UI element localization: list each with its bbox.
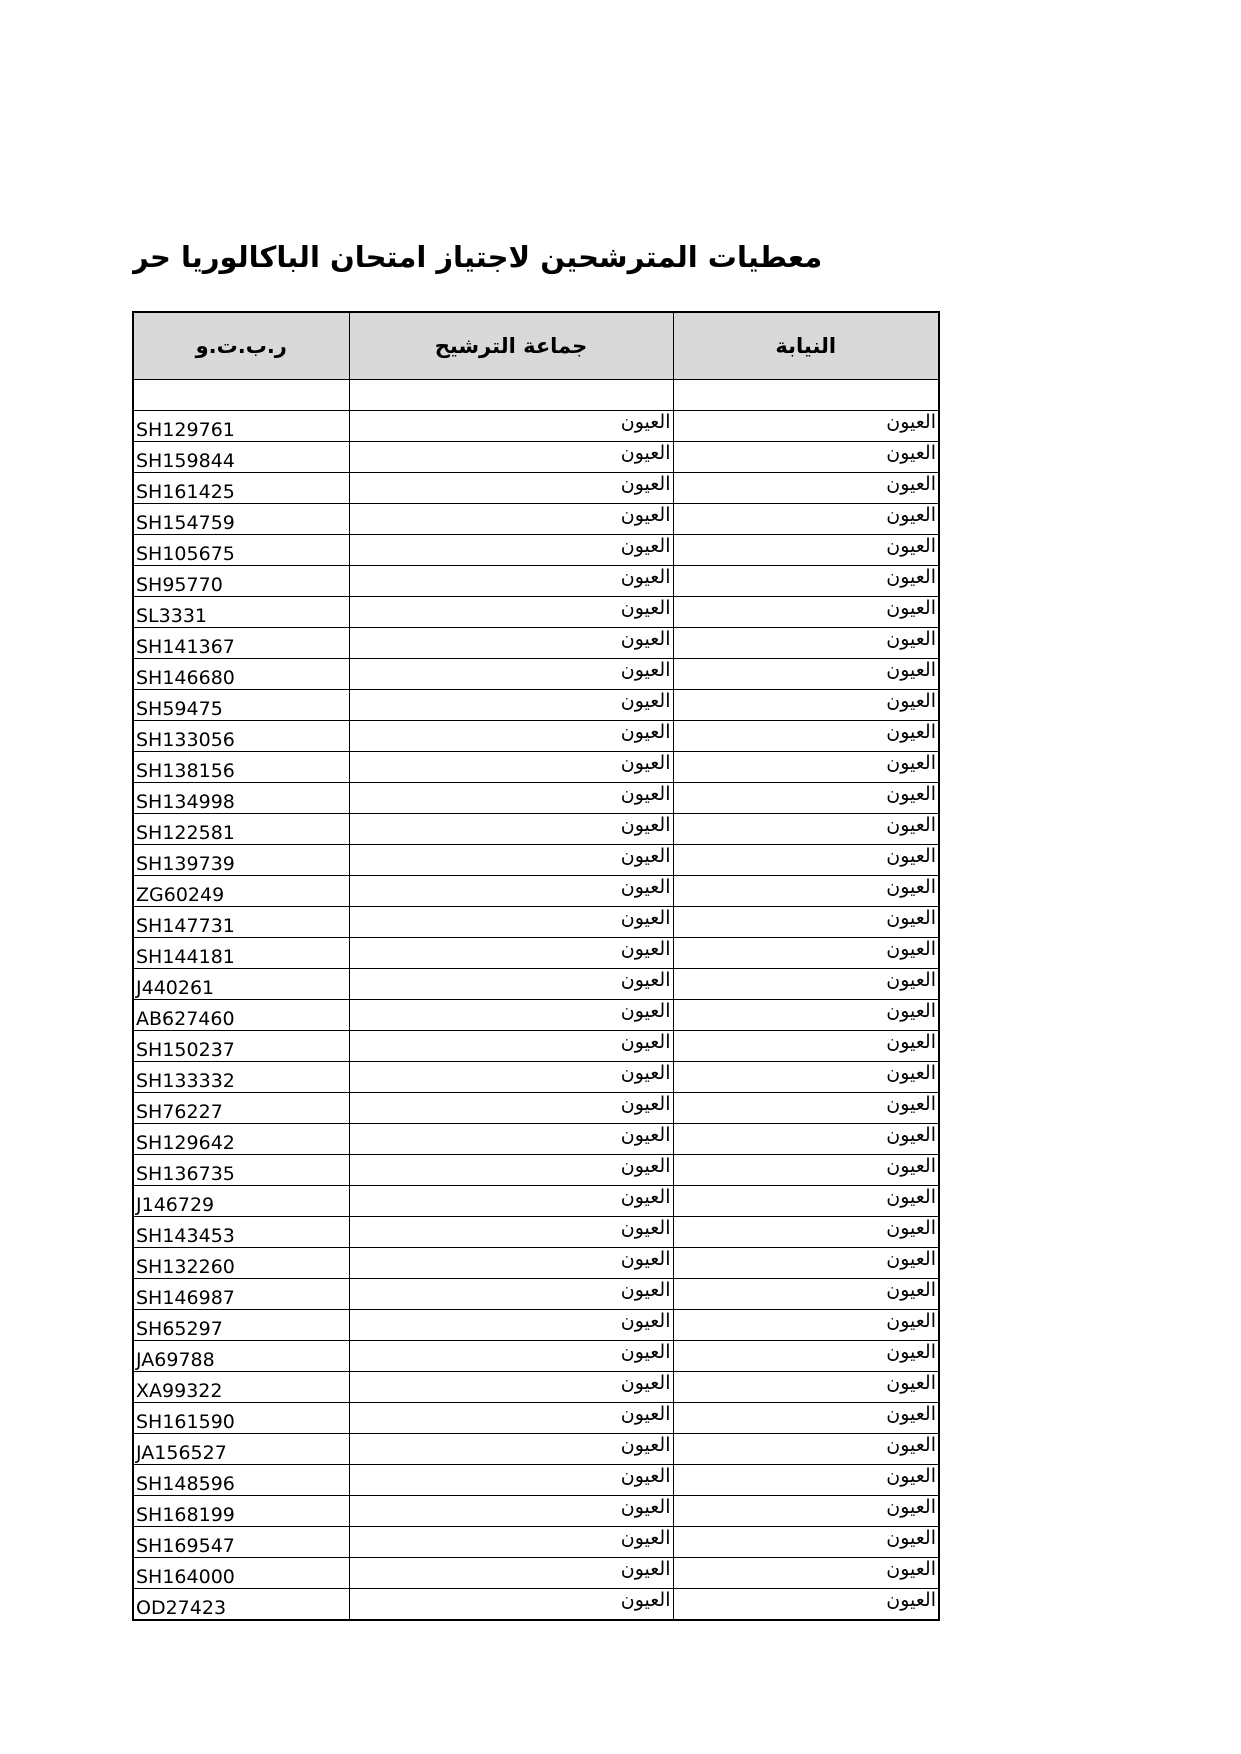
office-cell: العيون [673, 1434, 939, 1465]
candidacy-group-cell: العيون [349, 1186, 673, 1217]
office-cell: العيون [673, 907, 939, 938]
candidate-code-cell: SH150237 [133, 1031, 349, 1062]
table-row [133, 1155, 939, 1186]
candidate-code-cell: SH138156 [133, 752, 349, 783]
candidacy-group-cell: العيون [349, 1372, 673, 1403]
table-row [133, 1093, 939, 1124]
table-row [133, 1062, 939, 1093]
candidate-code-cell: ZG60249 [133, 876, 349, 907]
candidate-code-cell: SH59475 [133, 690, 349, 721]
candidacy-group-cell: العيون [349, 783, 673, 814]
candidate-code-cell: SH144181 [133, 938, 349, 969]
table-row [133, 1031, 939, 1062]
office-cell: العيون [673, 876, 939, 907]
table-row [133, 1372, 939, 1403]
blank-cell [133, 380, 349, 411]
candidacy-group-cell: العيون [349, 690, 673, 721]
table-row [133, 969, 939, 1000]
table-row [133, 411, 939, 442]
office-cell: العيون [673, 721, 939, 752]
table-row [133, 1465, 939, 1496]
candidate-code-cell: SH141367 [133, 628, 349, 659]
office-cell: العيون [673, 1527, 939, 1558]
table-row [133, 845, 939, 876]
candidate-code-cell: J440261 [133, 969, 349, 1000]
office-cell: العيون [673, 1310, 939, 1341]
candidacy-group-cell: العيون [349, 1589, 673, 1621]
candidate-code-cell: SH147731 [133, 907, 349, 938]
table-row [133, 690, 939, 721]
candidacy-group-cell: العيون [349, 442, 673, 473]
office-cell: العيون [673, 752, 939, 783]
candidate-code-cell: SH168199 [133, 1496, 349, 1527]
candidacy-group-cell: العيون [349, 721, 673, 752]
candidate-code-cell: SH129642 [133, 1124, 349, 1155]
table-body [133, 380, 939, 1621]
table-row [133, 442, 939, 473]
office-cell: العيون [673, 938, 939, 969]
table-row [133, 1279, 939, 1310]
table-row [133, 504, 939, 535]
blank-cell [349, 380, 673, 411]
candidate-code-cell: J146729 [133, 1186, 349, 1217]
office-cell: العيون [673, 1341, 939, 1372]
office-cell: العيون [673, 1496, 939, 1527]
table-row [133, 783, 939, 814]
office-cell: العيون [673, 814, 939, 845]
office-cell: العيون [673, 1403, 939, 1434]
table-row [133, 1434, 939, 1465]
office-cell: العيون [673, 473, 939, 504]
candidacy-group-cell: العيون [349, 1496, 673, 1527]
candidate-code-cell: SH161425 [133, 473, 349, 504]
office-cell: العيون [673, 690, 939, 721]
candidate-code-cell: SL3331 [133, 597, 349, 628]
table-row [133, 1527, 939, 1558]
office-cell: العيون [673, 1279, 939, 1310]
table-row [133, 1589, 939, 1621]
candidate-code-cell: SH139739 [133, 845, 349, 876]
office-cell: العيون [673, 1000, 939, 1031]
page-title [132, 232, 909, 282]
office-cell: العيون [673, 597, 939, 628]
table-row [133, 1403, 939, 1434]
candidacy-group-cell: العيون [349, 1155, 673, 1186]
candidacy-group-cell: العيون [349, 752, 673, 783]
candidacy-group-cell: العيون [349, 845, 673, 876]
table-row [133, 1217, 939, 1248]
candidacy-group-cell: العيون [349, 814, 673, 845]
candidate-code-cell: SH129761 [133, 411, 349, 442]
candidate-code-cell: SH122581 [133, 814, 349, 845]
candidate-code-cell: SH132260 [133, 1248, 349, 1279]
candidacy-group-cell: العيون [349, 1434, 673, 1465]
table-row [133, 566, 939, 597]
office-cell: العيون [673, 535, 939, 566]
office-cell: العيون [673, 845, 939, 876]
candidate-code-cell: OD27423 [133, 1589, 349, 1621]
candidacy-group-cell: العيون [349, 1403, 673, 1434]
table-row [133, 907, 939, 938]
candidate-code-cell: SH133056 [133, 721, 349, 752]
candidacy-group-cell: العيون [349, 1062, 673, 1093]
table-row [133, 938, 939, 969]
candidacy-group-cell: العيون [349, 1341, 673, 1372]
column-header-office: النيابة [673, 312, 939, 380]
candidacy-group-cell: العيون [349, 1000, 673, 1031]
candidate-code-cell: SH146987 [133, 1279, 349, 1310]
candidacy-group-cell: العيون [349, 659, 673, 690]
office-cell: العيون [673, 659, 939, 690]
candidacy-group-cell: العيون [349, 1310, 673, 1341]
candidacy-group-cell: العيون [349, 1248, 673, 1279]
candidacy-group-cell: العيون [349, 1465, 673, 1496]
candidacy-group-cell: العيون [349, 907, 673, 938]
candidate-code-cell: SH154759 [133, 504, 349, 535]
office-cell: العيون [673, 504, 939, 535]
office-cell: العيون [673, 1589, 939, 1621]
table-row [133, 1310, 939, 1341]
table-row [133, 1186, 939, 1217]
table-row [133, 814, 939, 845]
table-row [133, 1341, 939, 1372]
office-cell: العيون [673, 1031, 939, 1062]
office-cell: العيون [673, 411, 939, 442]
table-row [133, 473, 939, 504]
table-row [133, 597, 939, 628]
table-row [133, 752, 939, 783]
column-header-code: ر.ب.ت.و [133, 312, 349, 380]
candidate-code-cell: SH133332 [133, 1062, 349, 1093]
office-cell: العيون [673, 442, 939, 473]
table-row [133, 1000, 939, 1031]
candidacy-group-cell: العيون [349, 1558, 673, 1589]
candidate-code-cell: SH65297 [133, 1310, 349, 1341]
candidacy-group-cell: العيون [349, 1217, 673, 1248]
column-header-group: جماعة الترشيح [349, 312, 673, 380]
table-row [133, 876, 939, 907]
candidacy-group-cell: العيون [349, 411, 673, 442]
table-row [133, 535, 939, 566]
candidate-code-cell: SH143453 [133, 1217, 349, 1248]
candidacy-group-cell: العيون [349, 1124, 673, 1155]
candidacy-group-cell: العيون [349, 628, 673, 659]
office-cell: العيون [673, 783, 939, 814]
office-cell: العيون [673, 1093, 939, 1124]
office-cell: العيون [673, 1465, 939, 1496]
blank-row [133, 380, 939, 411]
candidate-code-cell: SH105675 [133, 535, 349, 566]
candidacy-group-cell: العيون [349, 1093, 673, 1124]
office-cell: العيون [673, 1155, 939, 1186]
candidacy-group-cell: العيون [349, 938, 673, 969]
office-cell: العيون [673, 1124, 939, 1155]
candidate-code-cell: AB627460 [133, 1000, 349, 1031]
candidate-code-cell: XA99322 [133, 1372, 349, 1403]
candidacy-group-cell: العيون [349, 473, 673, 504]
office-cell: العيون [673, 1186, 939, 1217]
table-row [133, 628, 939, 659]
candidacy-group-cell: العيون [349, 969, 673, 1000]
candidate-code-cell: SH95770 [133, 566, 349, 597]
candidate-code-cell: SH159844 [133, 442, 349, 473]
candidacy-group-cell: العيون [349, 504, 673, 535]
office-cell: العيون [673, 566, 939, 597]
table-row [133, 659, 939, 690]
candidate-code-cell: SH169547 [133, 1527, 349, 1558]
office-cell: العيون [673, 1248, 939, 1279]
candidacy-group-cell: العيون [349, 566, 673, 597]
candidacy-group-cell: العيون [349, 597, 673, 628]
office-cell: العيون [673, 969, 939, 1000]
candidate-code-cell: SH164000 [133, 1558, 349, 1589]
candidate-code-cell: SH161590 [133, 1403, 349, 1434]
candidates-table [132, 311, 940, 1621]
office-cell: العيون [673, 628, 939, 659]
office-cell: العيون [673, 1372, 939, 1403]
candidate-code-cell: SH76227 [133, 1093, 349, 1124]
candidacy-group-cell: العيون [349, 1031, 673, 1062]
candidate-code-cell: SH148596 [133, 1465, 349, 1496]
candidacy-group-cell: العيون [349, 1527, 673, 1558]
table-row [133, 1124, 939, 1155]
blank-cell [673, 380, 939, 411]
candidacy-group-cell: العيون [349, 876, 673, 907]
table-row [133, 721, 939, 752]
table-row [133, 1496, 939, 1527]
office-cell: العيون [673, 1558, 939, 1589]
candidate-code-cell: SH146680 [133, 659, 349, 690]
office-cell: العيون [673, 1062, 939, 1093]
table-header-row [133, 312, 939, 380]
office-cell: العيون [673, 1217, 939, 1248]
candidate-code-cell: SH136735 [133, 1155, 349, 1186]
page-title-text: معطيات المترشحين لاجتياز امتحان الباكالوريا حر [132, 240, 823, 274]
table-row [133, 1248, 939, 1279]
candidate-code-cell: JA69788 [133, 1341, 349, 1372]
candidacy-group-cell: العيون [349, 535, 673, 566]
candidate-code-cell: SH134998 [133, 783, 349, 814]
table-row [133, 1558, 939, 1589]
candidate-code-cell: JA156527 [133, 1434, 349, 1465]
candidacy-group-cell: العيون [349, 1279, 673, 1310]
